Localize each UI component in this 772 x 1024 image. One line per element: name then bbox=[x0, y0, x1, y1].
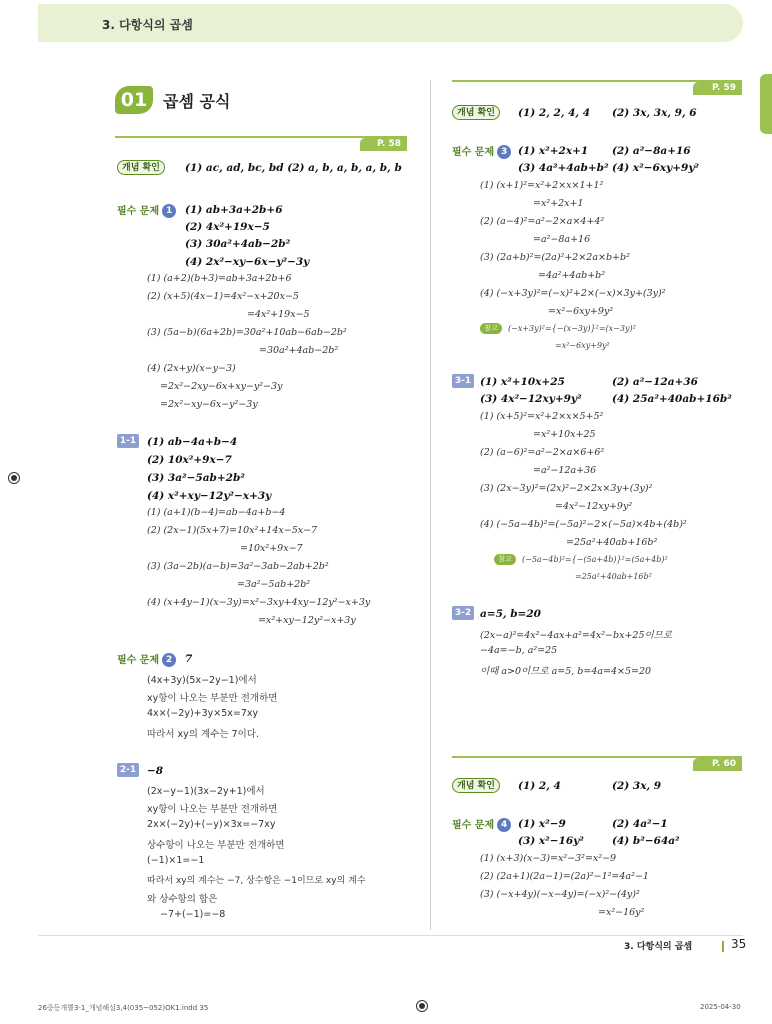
solution-line: =2x²−2xy−6x+xy−y²−3y bbox=[160, 381, 283, 392]
solution-line: =a²−12a+36 bbox=[533, 465, 597, 476]
page-tag-58: P. 58 bbox=[360, 138, 407, 151]
footer-separator bbox=[722, 941, 724, 952]
required-problem-4-badge: 필수 문제 4 bbox=[452, 816, 511, 832]
answer-line: (4) 25a²+40ab+16b² bbox=[612, 393, 732, 405]
answer-line: (3) 30a²+4ab−2b² bbox=[185, 238, 291, 250]
answer-line: (1) ab−4a+b−4 bbox=[147, 436, 238, 448]
answer-line: (2) 4a²−1 bbox=[612, 818, 668, 830]
solution-line: (1) (x+5)²=x²+2×x×5+5² bbox=[480, 411, 604, 422]
solution-line: (3) (−x+4y)(−x−4y)=(−x)²−(4y)² bbox=[480, 889, 640, 900]
section-title: 곱셈 공식 bbox=[163, 92, 231, 111]
solution-line: xy항이 나오는 부분만 전개하면 bbox=[147, 804, 278, 815]
answer-line: (1) ab+3a+2b+6 bbox=[185, 204, 283, 216]
answer-line: (3) 3a²−5ab+2b² bbox=[147, 472, 245, 484]
solution-line: 와 상수항의 합은 bbox=[147, 894, 218, 905]
solution-line: (2) (2x−1)(5x+7)=10x²+14x−5x−7 bbox=[147, 525, 318, 536]
solution-line: (2) (x+5)(4x−1)=4x²−x+20x−5 bbox=[147, 291, 299, 302]
answer-line: a=5, b=20 bbox=[480, 608, 541, 620]
solution-line: =10x²+9x−7 bbox=[240, 543, 303, 554]
note-line: (−x+3y)²={−(x−3y)}²=(x−3y)² bbox=[508, 324, 636, 333]
answer-line: (3) 4a²+4ab+b² bbox=[518, 162, 609, 174]
solution-line: xy항이 나오는 부분만 전개하면 bbox=[147, 693, 278, 704]
solution-line: (4x+3y)(5x−2y−1)에서 bbox=[147, 675, 257, 686]
sub-problem-3-2-badge: 3-2 bbox=[452, 606, 474, 620]
solution-line: (3) (2a+b)²=(2a)²+2×2a×b+b² bbox=[480, 252, 630, 263]
concept-answer: (1) 2, 2, 4, 4 bbox=[518, 107, 591, 119]
page-tag-59: P. 59 bbox=[693, 82, 742, 95]
solution-line: 4x×(−2y)+3y×5x=7xy bbox=[147, 708, 259, 719]
concept-answer: (2) 3x, 3x, 9, 6 bbox=[612, 107, 697, 119]
solution-line: (3) (2x−3y)²=(2x)²−2×2x×3y+(3y)² bbox=[480, 483, 653, 494]
solution-line: (4) (−5a−4b)²=(−5a)²−2×(−5a)×4b+(4b)² bbox=[480, 519, 687, 530]
solution-line: (4) (x+4y−1)(x−3y)=x²−3xy+4xy−12y²−x+3y bbox=[147, 597, 371, 608]
answer-line: (2) 4x²+19x−5 bbox=[185, 221, 270, 233]
required-problem-1-badge: 필수 문제 1 bbox=[117, 202, 176, 218]
solution-line: =25a²+40ab+16b² bbox=[566, 537, 658, 548]
note-badge: 참고 bbox=[480, 323, 502, 334]
solution-line: −4a=−b, a²=25 bbox=[480, 645, 558, 656]
solution-line: 따라서 xy의 계수는 7이다. bbox=[147, 729, 259, 740]
concept-badge: 개념 확인 bbox=[452, 778, 500, 793]
answer-line: (4) x²−6xy+9y² bbox=[612, 162, 700, 174]
side-tab bbox=[760, 74, 772, 134]
print-slug-date: 2025-04-30 bbox=[700, 1003, 741, 1011]
sub-problem-1-1-badge: 1-1 bbox=[117, 434, 139, 448]
concept-answer: (2) 3x, 9 bbox=[612, 780, 662, 792]
column-divider bbox=[430, 80, 431, 930]
answer-line: (1) x²+10x+25 bbox=[480, 376, 565, 388]
solution-line: 상수항이 나오는 부분만 전개하면 bbox=[147, 840, 285, 851]
solution-line: =x²−16y² bbox=[598, 907, 645, 918]
solution-line: =4x²+19x−5 bbox=[247, 309, 310, 320]
solution-line: =x²+2x+1 bbox=[533, 198, 584, 209]
print-slug-file: 26중등개뿔3-1_개념해설3,4(035~052)OK1.indd 35 bbox=[38, 1004, 209, 1012]
answer-line: (4) x²+xy−12y²−x+3y bbox=[147, 490, 272, 502]
solution-line: =30a²+4ab−2b² bbox=[259, 345, 339, 356]
solution-line: 2x×(−2y)+(−y)×3x=−7xy bbox=[147, 819, 276, 830]
solution-line: =a²−8a+16 bbox=[533, 234, 591, 245]
footer-rule bbox=[38, 935, 743, 936]
solution-line: (2) (a−4)²=a²−2×a×4+4² bbox=[480, 216, 605, 227]
note-line: =x²−6xy+9y² bbox=[555, 341, 610, 350]
answer-line: (3) 4x²−12xy+9y² bbox=[480, 393, 582, 405]
answer-line: (2) a²−8a+16 bbox=[612, 145, 691, 157]
concept-badge: 개념 확인 bbox=[452, 105, 500, 120]
solution-line: (2) (2a+1)(2a−1)=(2a)²−1²=4a²−1 bbox=[480, 871, 649, 882]
solution-line: =x²+10x+25 bbox=[533, 429, 596, 440]
answer-line: 7 bbox=[185, 653, 193, 665]
solution-line: (4) (−x+3y)²=(−x)²+2×(−x)×3y+(3y)² bbox=[480, 288, 666, 299]
solution-line: =2x²−xy−6x−y²−3y bbox=[160, 399, 258, 410]
required-problem-2-badge: 필수 문제 2 bbox=[117, 651, 176, 667]
solution-line: =x²−6xy+9y² bbox=[548, 306, 614, 317]
sub-problem-2-1-badge: 2-1 bbox=[117, 763, 139, 777]
answer-line: (2) a²−12a+36 bbox=[612, 376, 698, 388]
page-tag-60: P. 60 bbox=[693, 758, 742, 771]
answer-line: (4) 2x²−xy−6x−y²−3y bbox=[185, 256, 310, 268]
footer-chapter: 3. 다항식의 곱셈 bbox=[624, 942, 693, 952]
solution-line: (3) (5a−b)(6a+2b)=30a²+10ab−6ab−2b² bbox=[147, 327, 347, 338]
solution-line: 따라서 xy의 계수는 −7, 상수항은 −1이므로 xy의 계수 bbox=[147, 876, 366, 886]
sub-problem-3-1-badge: 3-1 bbox=[452, 374, 474, 388]
solution-line: (−1)×1=−1 bbox=[147, 855, 205, 866]
solution-line: (1) (a+2)(b+3)=ab+3a+2b+6 bbox=[147, 273, 292, 284]
answer-line: (4) b²−64a² bbox=[612, 835, 680, 847]
answer-line: −8 bbox=[147, 765, 164, 777]
solution-line: 이때 a>0이므로 a=5, b=4a=4×5=20 bbox=[480, 666, 652, 677]
solution-line: (1) (a+1)(b−4)=ab−4a+b−4 bbox=[147, 507, 286, 518]
solution-line: −7+(−1)=−8 bbox=[160, 909, 226, 920]
chapter-title: 3. 다항식의 곱셈 bbox=[102, 18, 193, 32]
page-number: 35 bbox=[731, 937, 747, 951]
answer-line: (3) x²−16y² bbox=[518, 835, 584, 847]
registration-mark-icon bbox=[8, 472, 20, 484]
note-line: (−5a−4b)²={−(5a+4b)}²=(5a+4b)² bbox=[522, 555, 668, 564]
solution-line: (1) (x+1)²=x²+2×x×1+1² bbox=[480, 180, 604, 191]
section-number: 01 bbox=[115, 86, 153, 114]
solution-line: (4) (2x+y)(x−y−3) bbox=[147, 363, 236, 374]
solution-line: =x²+xy−12y²−x+3y bbox=[258, 615, 356, 626]
solution-line: (3) (3a−2b)(a−b)=3a²−3ab−2ab+2b² bbox=[147, 561, 329, 572]
solution-line: (2) (a−6)²=a²−2×a×6+6² bbox=[480, 447, 605, 458]
solution-line: =4a²+4ab+b² bbox=[538, 270, 606, 281]
concept-answers: (1) ac, ad, bc, bd (2) a, b, a, b, a, b, b bbox=[185, 162, 402, 174]
solution-line: =4x²−12xy+9y² bbox=[555, 501, 633, 512]
note-badge: 참고 bbox=[494, 554, 516, 565]
answer-line: (2) 10x²+9x−7 bbox=[147, 454, 232, 466]
answer-line: (1) x²+2x+1 bbox=[518, 145, 589, 157]
concept-answer: (1) 2, 4 bbox=[518, 780, 561, 792]
registration-mark-icon bbox=[416, 1000, 428, 1012]
answer-line: (1) x²−9 bbox=[518, 818, 566, 830]
solution-line: (2x−a)²=4x²−4ax+a²=4x²−bx+25이므로 bbox=[480, 630, 673, 641]
required-problem-3-badge: 필수 문제 3 bbox=[452, 143, 511, 159]
note-line: =25a²+40ab+16b² bbox=[575, 572, 652, 581]
concept-badge: 개념 확인 bbox=[117, 160, 165, 175]
solution-line: (2x−y−1)(3x−2y+1)에서 bbox=[147, 786, 265, 797]
solution-line: (1) (x+3)(x−3)=x²−3²=x²−9 bbox=[480, 853, 617, 864]
solution-line: =3a²−5ab+2b² bbox=[237, 579, 311, 590]
